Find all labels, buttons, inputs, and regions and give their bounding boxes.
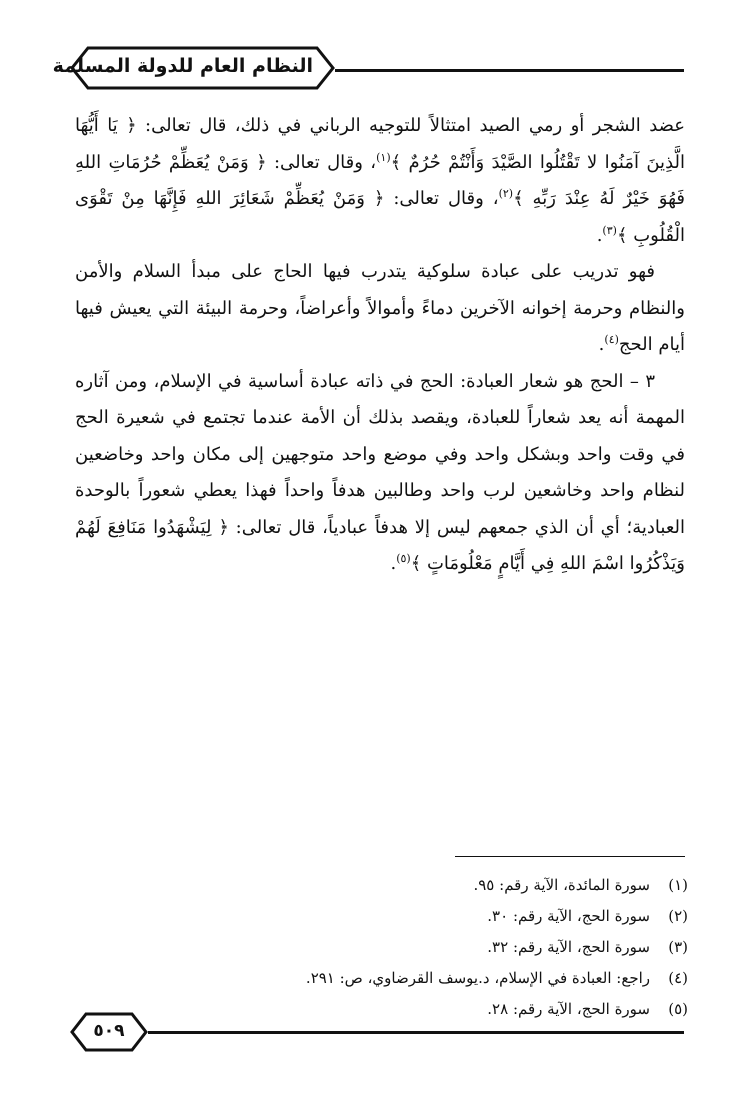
footnote-number: (١): [668, 876, 688, 894]
footnote-marker-4: (٤): [604, 333, 619, 346]
footnote-separator: [455, 856, 685, 857]
page-number: ٥٠٩: [93, 1021, 125, 1041]
footnote-3: [48, 932, 688, 963]
paragraph-3-text-a: ٣ – الحج هو شعار العبادة: الحج في ذاته عبادة أساسية في الإسلام، ومن آثاره المهمة أنه يعد شعاراً للعبادة، ويقصد بذلك أن الأمة عندما تجتمع في شعيرة الحج في وقت واحد وبشكل واحد وفي موضع واحد متوجهين إلى مكان واحد وخاضعين لنظام واحد وخاشعين لرب واحد وطالبين هدفاً واحداً فهذا يعطي شعوراً بالوحدة العبادية؛ أي أن الذي جمعهم ليس إلا هدفاً عبادياً، قال تعالى: ﴿ لِيَشْهَدُوا مَنَافِعَ لَهُمْ وَيَذْكُرُوا اسْمَ اللهِ فِي أَيَّامٍ مَعْلُومَاتٍ ﴾: [75, 370, 685, 574]
footnote-text: سورة الحج، الآية رقم: ٣٠.: [487, 907, 650, 925]
footnote-number: (٥): [668, 1000, 688, 1018]
paragraph-1-text-b: ، وقال تعالى: ﴿ وَمَنْ يُعَظِّمْ حُرُمَاتِ اللهِ فَهُوَ خَيْرٌ لَهُ عِنْدَ رَبِّهِ ﴾: [75, 151, 686, 209]
footnote-2: [48, 901, 688, 932]
paragraph-3-text-b: .: [390, 553, 397, 574]
page-number-badge: [70, 1012, 148, 1052]
footnote-number: (٢): [668, 907, 688, 925]
paragraph-1: [75, 108, 685, 254]
footnote-marker-3: (٣): [602, 223, 617, 237]
footnote-number: (٣): [668, 938, 688, 956]
main-text: [75, 108, 685, 583]
footnote-text: سورة الحج، الآية رقم: ٢٨.: [487, 1000, 650, 1018]
paragraph-1-text-c: ، وقال تعالى: ﴿ وَمَنْ يُعَظِّمْ شَعَائِرَ اللهِ فَإِنَّهَا مِنْ تَقْوَى الْقُلُوبِ ﴾: [75, 188, 685, 246]
paragraph-2-text-a: فهو تدريب على عبادة سلوكية يتدرب فيها الحاج على مبدأ السلام والأمن والنظام وحرمة إخوانه الآخرين دماءً وأموالاً وأعراضاً، وحرمة البيئة التي يعيش فيها أيام الحج: [75, 261, 685, 355]
running-header: [52, 40, 684, 98]
header-title-frame: [52, 46, 335, 90]
paragraph-2-text-b: .: [598, 334, 605, 355]
paragraph-2: [75, 254, 685, 364]
paragraph-1-text-d: .: [596, 224, 603, 246]
footnote-text: سورة الحج، الآية رقم: ٣٢.: [487, 938, 650, 956]
footnote-number: (٤): [668, 969, 688, 987]
paragraph-1-text-a: عضد الشجر أو رمي الصيد امتثالاً للتوجيه الرباني في ذلك، قال تعالى: ﴿ يَا أَيُّهَا الَّذِينَ آمَنُوا لا تَقْتُلُوا الصَّيْدَ وَأَنْتُمْ حُرُمٌ ﴾: [75, 115, 686, 173]
header-title: النظام العام للدولة المسلمة: [52, 55, 313, 77]
footnote-marker-5: (٥): [396, 552, 411, 565]
footnote-text: راجع: العبادة في الإسلام، د.يوسف القرضاوي، ص: ٢٩١.: [305, 969, 650, 987]
footnote-4: [48, 963, 688, 994]
paragraph-3: [75, 364, 685, 583]
footer-rule: [148, 1031, 684, 1034]
footnote-marker-2: (٢): [498, 187, 514, 200]
footnote-1: [48, 870, 688, 901]
footnote-marker-1: (١): [376, 150, 391, 164]
footnotes: [48, 870, 688, 1025]
footnote-text: سورة المائدة، الآية رقم: ٩٥.: [473, 876, 650, 894]
header-rule: [335, 69, 684, 72]
